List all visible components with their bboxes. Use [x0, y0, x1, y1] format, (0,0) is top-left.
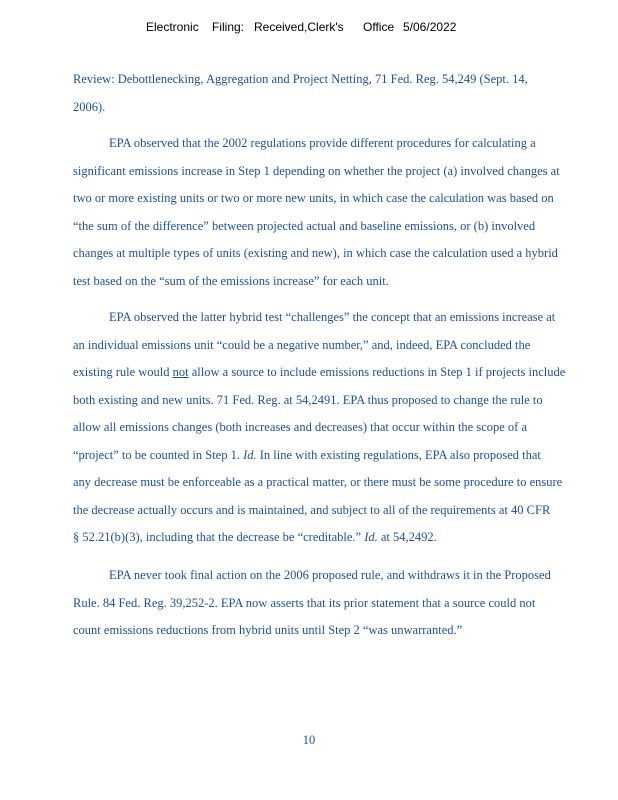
text-line: test based on the “sum of the emissions increase” for each unit.	[73, 273, 389, 288]
text-line: two or more existing units or two or more new units, in which case the calculation was based on	[73, 191, 554, 205]
text-line	[73, 359, 593, 387]
text-line: count emissions reductions from hybrid units until Step 2 “was unwarranted.”	[73, 623, 463, 637]
paragraph-2002-regulations	[73, 130, 593, 295]
text-line: significant emissions increase in Step 1 depending on whether the project (a) involved changes at	[73, 163, 560, 178]
text-line	[73, 442, 593, 470]
text-line: both existing and new units. 71 Fed. Reg. at 54,2491. EPA thus proposed to change the rule to	[73, 392, 543, 407]
text-line: “the sum of the difference” between projected actual and baseline emissions, or (b) involved	[73, 218, 536, 233]
header-electronic: Electronic	[146, 20, 199, 34]
text-segment: In line with existing regulations, EPA also proposed that	[256, 447, 541, 462]
text-line: Review: Debottlenecking, Aggregation and Project Netting, 71 Fed. Reg. 54,249 (Sept. 14,	[73, 72, 528, 86]
text-segment: existing rule would	[73, 365, 173, 379]
text-line: 2006).	[73, 99, 106, 114]
text-segment: “project” to be counted in Step 1.	[73, 447, 244, 462]
underlined-word: not	[172, 365, 189, 379]
text-segment: at 54,2492.	[377, 530, 437, 544]
header-filing: Filing:	[212, 20, 245, 34]
paragraph-withdrawal	[73, 562, 593, 645]
italic-citation: Id.	[243, 447, 257, 462]
italic-citation: Id.	[364, 530, 378, 544]
paragraph-citation	[73, 66, 593, 121]
text-segment: § 52.21(b)(3), including that the decrease be “creditable.”	[73, 530, 365, 544]
text-segment: allow a source to include emissions reductions in Step 1 if projects include	[188, 365, 566, 379]
text-line: EPA observed that the 2002 regulations provide different procedures for calculating a	[109, 136, 536, 150]
text-line: the decrease actually occurs and is maintained, and subject to all of the requirements at 40 CFR	[73, 502, 551, 517]
paragraph-hybrid-test	[73, 304, 593, 552]
header-received: Received,Clerk's	[254, 20, 344, 34]
text-line: EPA observed the latter hybrid test “challenges” the concept that an emissions increase at	[109, 310, 556, 324]
text-line	[73, 524, 593, 552]
text-line: EPA never took final action on the 2006 proposed rule, and withdraws it in the Proposed	[109, 568, 551, 582]
page-number: 10	[302, 733, 316, 747]
text-line: an individual emissions unit “could be a negative number,” and, indeed, EPA concluded the	[73, 337, 531, 352]
header-office: Office	[363, 20, 395, 34]
text-line: any decrease must be enforceable as a practical matter, or there must be some procedure to ensure	[73, 475, 563, 489]
text-line: allow all emissions changes (both increases and decreases) that occur within the scope of a	[73, 420, 528, 434]
header-date: 5/06/2022	[403, 20, 457, 34]
text-line: Rule. 84 Fed. Reg. 39,252-2. EPA now asserts that its prior statement that a source could not	[73, 595, 536, 610]
text-line: changes at multiple types of units (existing and new), in which case the calculation used a hybrid	[73, 246, 558, 260]
